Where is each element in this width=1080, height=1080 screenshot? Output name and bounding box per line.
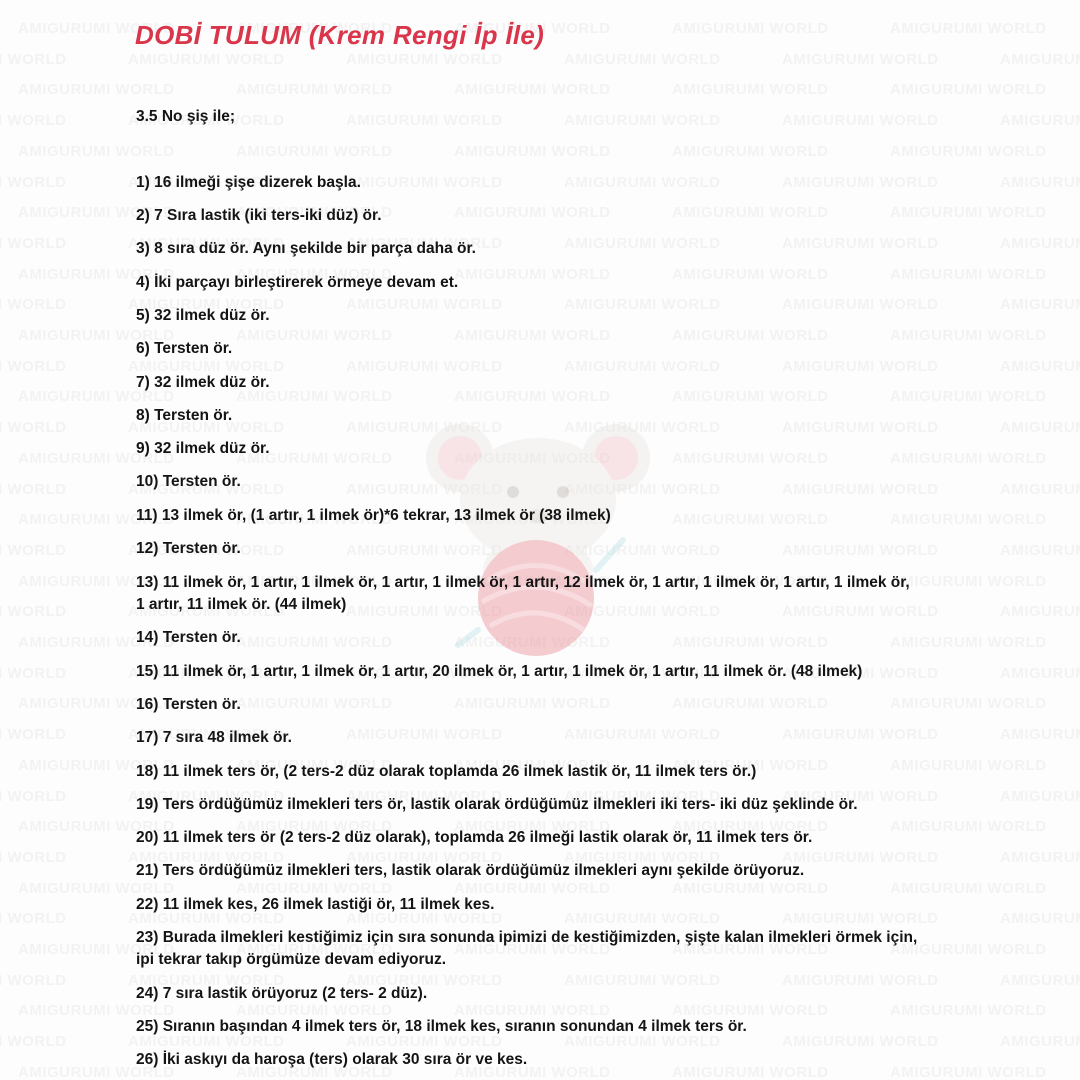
watermark-text [0, 788, 128, 805]
watermark-text [672, 634, 890, 651]
watermark-text [890, 20, 1080, 37]
watermark-text [890, 204, 1080, 221]
watermark-text [890, 388, 1080, 405]
watermark-text [1000, 910, 1080, 927]
watermark-row [18, 143, 1080, 160]
watermark-text [346, 358, 564, 375]
mouse-with-yarn-ball-icon [418, 420, 658, 660]
watermark-text [890, 327, 1080, 344]
watermark-text [0, 665, 128, 682]
instruction-step: 15) 11 ilmek ör, 1 artır, 1 ilmek ör, 1 artır, 20 ilmek ör, 1 artır, 1 ilmek ör, 1 artır, 11 ilmek ör. (48 ilmek) [136, 663, 863, 680]
watermark-text [890, 818, 1080, 835]
instruction-step: 7) 32 ilmek düz ör. [136, 374, 270, 391]
watermark-text [564, 235, 782, 252]
watermark-text [890, 266, 1080, 283]
instruction-step: 23) Burada ilmekleri kestiğimiz için sıra sonunda ipimizi de kestiğimizden, şişte kalan ilmekleri örmek için, [136, 929, 918, 946]
watermark-text [1000, 481, 1080, 498]
watermark-text [1000, 788, 1080, 805]
watermark-text [1000, 849, 1080, 866]
watermark-text [236, 143, 454, 160]
watermark-text [564, 174, 782, 191]
watermark-text [564, 910, 782, 927]
watermark-text [454, 327, 672, 344]
watermark-text [890, 81, 1080, 98]
watermark-text [890, 757, 1080, 774]
watermark-text [782, 174, 1000, 191]
watermark-text [890, 941, 1080, 958]
instruction-step: 13) 11 ilmek ör, 1 artır, 1 ilmek ör, 1 artır, 1 ilmek ör, 1 artır, 12 ilmek ör, 1 artır, 1 ilmek ör, 1 artır, 1 ilmek ör, [136, 574, 910, 591]
watermark-text [1000, 972, 1080, 989]
watermark-text [454, 695, 672, 712]
instruction-step: 11) 13 ilmek ör, (1 artır, 1 ilmek ör)*6 tekrar, 13 ilmek ör (38 ilmek) [136, 507, 611, 524]
watermark-text [0, 849, 128, 866]
watermark-text [672, 143, 890, 160]
watermark-text [0, 603, 128, 620]
watermark-text [0, 296, 128, 313]
watermark-text [782, 481, 1000, 498]
watermark-text [564, 51, 782, 68]
watermark-text [454, 388, 672, 405]
instruction-step: 5) 32 ilmek düz ör. [136, 307, 270, 324]
watermark-text [672, 1064, 890, 1080]
watermark-text [0, 112, 128, 129]
watermark-text [346, 112, 564, 129]
watermark-text [1000, 726, 1080, 743]
watermark-text [18, 143, 236, 160]
instruction-step: 9) 32 ilmek düz ör. [136, 440, 270, 457]
page-title: DOBİ TULUM (Krem Rengi İp İle) [135, 20, 545, 50]
watermark-text [1000, 51, 1080, 68]
watermark-text [236, 327, 454, 344]
watermark-text [0, 1033, 128, 1050]
watermark-text [782, 358, 1000, 375]
watermark-text [782, 542, 1000, 559]
watermark-text [0, 419, 128, 436]
watermark-text [890, 1064, 1080, 1080]
watermark-text [890, 511, 1080, 528]
instruction-step: 12) Tersten ör. [136, 540, 241, 557]
watermark-text [564, 726, 782, 743]
watermark-text [890, 1002, 1080, 1019]
watermark-text [1000, 419, 1080, 436]
watermark-text [236, 695, 454, 712]
instruction-step: ipi tekrar takıp örgümüze devam ediyoruz. [136, 951, 447, 968]
watermark-text [236, 81, 454, 98]
watermark-text [0, 174, 128, 191]
watermark-text [564, 972, 782, 989]
watermark-text [346, 174, 564, 191]
instruction-step: 10) Tersten ör. [136, 473, 241, 490]
watermark-row [0, 51, 1080, 68]
instruction-step: 1 artır, 11 ilmek ör. (44 ilmek) [136, 596, 347, 613]
instruction-step: 24) 7 sıra lastik örüyoruz (2 ters- 2 düz). [136, 985, 428, 1002]
watermark-text [782, 603, 1000, 620]
instruction-step: 1) 16 ilmeği şişe dizerek başla. [136, 174, 361, 191]
watermark-text [1000, 174, 1080, 191]
watermark-text [782, 910, 1000, 927]
watermark-text [672, 511, 890, 528]
watermark-text [564, 358, 782, 375]
instruction-step: 8) Tersten ör. [136, 407, 233, 424]
watermark-text [672, 880, 890, 897]
watermark-text [890, 143, 1080, 160]
watermark-text [1000, 603, 1080, 620]
watermark-text [782, 726, 1000, 743]
watermark-text [782, 972, 1000, 989]
instruction-step: 16) Tersten ör. [136, 696, 241, 713]
instruction-step: 3) 8 sıra düz ör. Aynı şekilde bir parça daha ör. [136, 240, 476, 257]
instruction-step: 26) İki askıyı da haroşa (ters) olarak 30 sıra ör ve kes. [136, 1051, 528, 1068]
watermark-text [1000, 358, 1080, 375]
watermark-text [0, 358, 128, 375]
watermark-text [346, 296, 564, 313]
watermark-text [1000, 542, 1080, 559]
watermark-text [890, 450, 1080, 467]
intro-text: 3.5 No şiş ile; [136, 108, 236, 125]
watermark-text [782, 51, 1000, 68]
instruction-step: 22) 11 ilmek kes, 26 ilmek lastiği ör, 11 ilmek kes. [136, 896, 495, 913]
watermark-text [782, 112, 1000, 129]
watermark-text [454, 266, 672, 283]
instruction-step: 17) 7 sıra 48 ilmek ör. [136, 729, 292, 746]
watermark-text [1000, 296, 1080, 313]
instruction-step: 20) 11 ilmek ters ör (2 ters-2 düz olarak), toplamda 26 ilmeği lastik olarak ör, 11 ilmek ters ör. [136, 829, 813, 846]
watermark-row [18, 81, 1080, 98]
watermark-text [0, 542, 128, 559]
watermark-text [1000, 235, 1080, 252]
watermark-text [346, 51, 564, 68]
watermark-text [782, 1033, 1000, 1050]
watermark-text [454, 143, 672, 160]
watermark-text [0, 235, 128, 252]
watermark-text [890, 695, 1080, 712]
watermark-text [454, 204, 672, 221]
watermark-text [782, 296, 1000, 313]
watermark-text [672, 204, 890, 221]
watermark-text [672, 450, 890, 467]
watermark-text [1000, 112, 1080, 129]
watermark-text [672, 81, 890, 98]
watermark-text [564, 112, 782, 129]
watermark-text [890, 573, 1080, 590]
watermark-text [782, 419, 1000, 436]
watermark-text [454, 81, 672, 98]
watermark-text [890, 880, 1080, 897]
watermark-text [128, 51, 346, 68]
watermark-text [564, 296, 782, 313]
watermark-text [0, 481, 128, 498]
instruction-step: 19) Ters ördüğümüz ilmekleri ters ör, lastik olarak ördüğümüz ilmekleri iki ters- iki düz şeklinde ör. [136, 796, 858, 813]
instruction-step: 2) 7 Sıra lastik (iki ters-iki düz) ör. [136, 207, 382, 224]
watermark-text [1000, 665, 1080, 682]
watermark-text [346, 726, 564, 743]
instruction-step: 25) Sıranın başından 4 ilmek ters ör, 18 ilmek kes, sıranın sonundan 4 ilmek ters ör. [136, 1018, 747, 1035]
instruction-step: 6) Tersten ör. [136, 340, 233, 357]
watermark-text [672, 266, 890, 283]
watermark-text [782, 235, 1000, 252]
watermark-text [0, 51, 128, 68]
watermark-text [672, 695, 890, 712]
watermark-text [672, 388, 890, 405]
watermark-text [1000, 1033, 1080, 1050]
watermark-text [0, 726, 128, 743]
watermark-text [672, 327, 890, 344]
watermark-text [890, 634, 1080, 651]
watermark-text [672, 20, 890, 37]
watermark-text [0, 910, 128, 927]
watermark-text [18, 81, 236, 98]
instruction-step: 18) 11 ilmek ters ör, (2 ters-2 düz olarak toplamda 26 ilmek lastik ör, 11 ilmek ters ör.) [136, 763, 757, 780]
watermark-text [0, 972, 128, 989]
instruction-step: 14) Tersten ör. [136, 629, 241, 646]
instruction-step: 21) Ters ördüğümüz ilmekleri ters, lastik olarak ördüğümüz ilmekleri aynı şekilde örüyoruz. [136, 862, 805, 879]
watermark-text [782, 849, 1000, 866]
instruction-step: 4) İki parçayı birleştirerek örmeye devam et. [136, 274, 459, 291]
